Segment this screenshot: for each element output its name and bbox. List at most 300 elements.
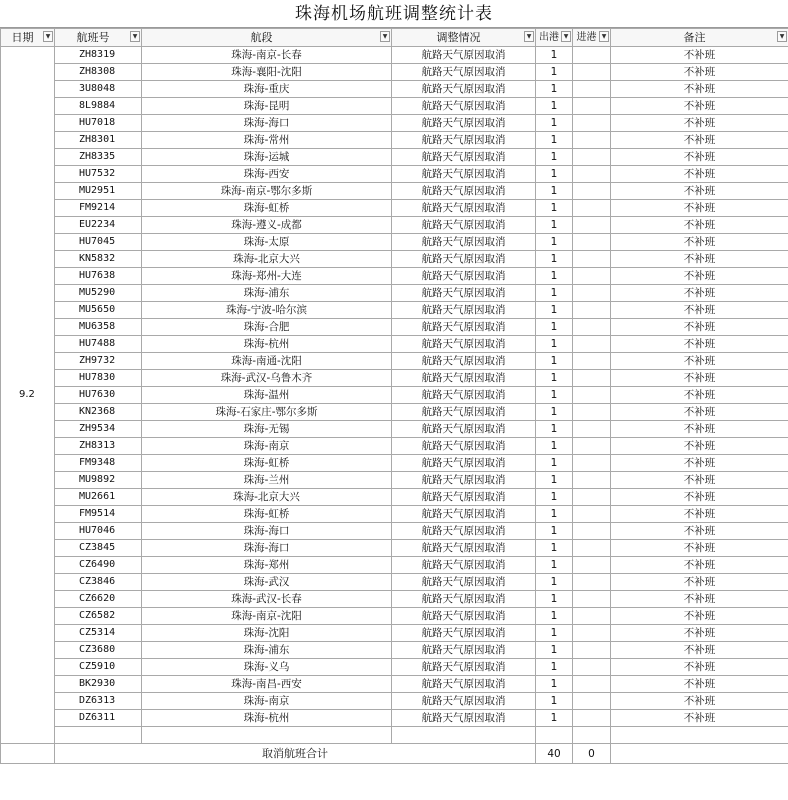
note-cell[interactable]: 不补班 — [611, 251, 788, 268]
status-cell[interactable]: 航路天气原因取消 — [392, 472, 536, 489]
inbound-count-cell[interactable] — [573, 285, 611, 302]
header-row — [1, 29, 788, 47]
inbound-count-cell[interactable] — [573, 659, 611, 676]
inbound-count-cell[interactable] — [573, 523, 611, 540]
outbound-count-cell[interactable]: 1 — [536, 166, 573, 183]
table-row — [1, 387, 788, 404]
outbound-count-cell[interactable]: 1 — [536, 268, 573, 285]
note-cell[interactable]: 不补班 — [611, 642, 788, 659]
status-cell[interactable]: 航路天气原因取消 — [392, 489, 536, 506]
route-cell[interactable]: 珠海-南京-长春 — [142, 47, 392, 64]
route-cell[interactable]: 珠海-遵义-成都 — [142, 217, 392, 234]
status-cell[interactable]: 航路天气原因取消 — [392, 268, 536, 285]
table-row — [1, 710, 788, 727]
route-cell[interactable]: 珠海-武汉-长春 — [142, 591, 392, 608]
route-cell[interactable]: 珠海-常州 — [142, 132, 392, 149]
inbound-count-cell[interactable] — [573, 200, 611, 217]
status-cell[interactable]: 航路天气原因取消 — [392, 574, 536, 591]
status-cell[interactable]: 航路天气原因取消 — [392, 285, 536, 302]
outbound-count-cell[interactable]: 1 — [536, 336, 573, 353]
filter-dropdown-icon[interactable]: ▼ — [43, 31, 53, 42]
note-cell[interactable]: 不补班 — [611, 217, 788, 234]
flight-number-cell[interactable]: MU9892 — [55, 472, 142, 489]
outbound-count-cell[interactable]: 1 — [536, 353, 573, 370]
inbound-count-cell[interactable] — [573, 676, 611, 693]
inbound-count-cell[interactable] — [573, 81, 611, 98]
empty-row — [1, 727, 788, 744]
status-cell[interactable]: 航路天气原因取消 — [392, 115, 536, 132]
outbound-count-cell[interactable]: 1 — [536, 98, 573, 115]
flight-number-cell[interactable]: ZH8335 — [55, 149, 142, 166]
note-cell[interactable]: 不补班 — [611, 268, 788, 285]
total-row — [1, 744, 788, 764]
total-label[interactable]: 取消航班合计 — [55, 744, 536, 764]
route-cell[interactable]: 珠海-武汉-乌鲁木齐 — [142, 370, 392, 387]
note-cell[interactable]: 不补班 — [611, 47, 788, 64]
route-cell[interactable]: 珠海-南京-鄂尔多斯 — [142, 183, 392, 200]
flight-number-cell[interactable]: 3U8048 — [55, 81, 142, 98]
flight-number-cell[interactable]: CZ6490 — [55, 557, 142, 574]
outbound-count-cell[interactable]: 1 — [536, 251, 573, 268]
route-cell[interactable]: 珠海-宁波-哈尔滨 — [142, 302, 392, 319]
table-row — [1, 676, 788, 693]
note-cell[interactable]: 不补班 — [611, 591, 788, 608]
total-outbound-cell[interactable]: 40 — [536, 744, 573, 764]
inbound-count-cell[interactable] — [573, 710, 611, 727]
route-cell[interactable]: 珠海-襄阳-沈阳 — [142, 64, 392, 81]
outbound-count-cell[interactable]: 1 — [536, 625, 573, 642]
note-cell[interactable]: 不补班 — [611, 200, 788, 217]
col-header-flight — [55, 29, 142, 47]
note-cell[interactable]: 不补班 — [611, 166, 788, 183]
status-cell[interactable]: 航路天气原因取消 — [392, 370, 536, 387]
route-cell[interactable]: 珠海-郑州-大连 — [142, 268, 392, 285]
outbound-count-cell[interactable]: 1 — [536, 149, 573, 166]
outbound-count-cell[interactable]: 1 — [536, 234, 573, 251]
inbound-count-cell[interactable] — [573, 642, 611, 659]
outbound-count-cell[interactable]: 1 — [536, 47, 573, 64]
flight-number-cell[interactable]: CZ6620 — [55, 591, 142, 608]
outbound-count-cell[interactable]: 1 — [536, 370, 573, 387]
status-cell[interactable]: 航路天气原因取消 — [392, 710, 536, 727]
route-cell[interactable]: 珠海-义乌 — [142, 659, 392, 676]
status-cell[interactable]: 航路天气原因取消 — [392, 200, 536, 217]
note-cell[interactable]: 不补班 — [611, 319, 788, 336]
inbound-count-cell[interactable] — [573, 336, 611, 353]
inbound-count-cell[interactable] — [573, 404, 611, 421]
note-cell[interactable]: 不补班 — [611, 302, 788, 319]
empty-cell[interactable] — [142, 727, 392, 744]
table-row — [1, 183, 788, 200]
flight-number-cell[interactable]: ZH8301 — [55, 132, 142, 149]
outbound-count-cell[interactable]: 1 — [536, 608, 573, 625]
status-cell[interactable]: 航路天气原因取消 — [392, 591, 536, 608]
flight-number-cell[interactable]: EU2234 — [55, 217, 142, 234]
note-cell[interactable]: 不补班 — [611, 608, 788, 625]
note-cell[interactable]: 不补班 — [611, 336, 788, 353]
route-cell[interactable]: 珠海-南通-沈阳 — [142, 353, 392, 370]
route-cell[interactable]: 珠海-浦东 — [142, 642, 392, 659]
inbound-count-cell[interactable] — [573, 489, 611, 506]
outbound-count-cell[interactable]: 1 — [536, 438, 573, 455]
outbound-count-cell[interactable]: 1 — [536, 200, 573, 217]
outbound-count-cell[interactable]: 1 — [536, 693, 573, 710]
status-cell[interactable]: 航路天气原因取消 — [392, 81, 536, 98]
route-cell[interactable]: 珠海-虹桥 — [142, 506, 392, 523]
route-cell[interactable]: 珠海-南京 — [142, 693, 392, 710]
status-cell[interactable]: 航路天气原因取消 — [392, 404, 536, 421]
outbound-count-cell[interactable]: 1 — [536, 404, 573, 421]
flight-table — [0, 28, 788, 764]
col-header-label: 调整情况 — [436, 30, 481, 44]
outbound-count-cell[interactable]: 1 — [536, 574, 573, 591]
inbound-count-cell[interactable] — [573, 387, 611, 404]
route-cell[interactable]: 珠海-杭州 — [142, 710, 392, 727]
note-cell[interactable]: 不补班 — [611, 710, 788, 727]
note-cell[interactable]: 不补班 — [611, 676, 788, 693]
table-row — [1, 472, 788, 489]
col-header-label: 备注 — [683, 30, 706, 44]
status-cell[interactable]: 航路天气原因取消 — [392, 132, 536, 149]
filter-dropdown-icon[interactable]: ▼ — [524, 31, 534, 42]
outbound-count-cell[interactable]: 1 — [536, 387, 573, 404]
table-row — [1, 47, 788, 64]
route-cell[interactable]: 珠海-昆明 — [142, 98, 392, 115]
status-cell[interactable]: 航路天气原因取消 — [392, 47, 536, 64]
filter-dropdown-icon[interactable]: ▼ — [380, 31, 390, 42]
route-cell[interactable]: 珠海-合肥 — [142, 319, 392, 336]
status-cell[interactable]: 航路天气原因取消 — [392, 676, 536, 693]
route-cell[interactable]: 珠海-海口 — [142, 523, 392, 540]
outbound-count-cell[interactable]: 1 — [536, 302, 573, 319]
flight-number-cell[interactable]: DZ6311 — [55, 710, 142, 727]
table-row — [1, 489, 788, 506]
outbound-count-cell[interactable]: 1 — [536, 115, 573, 132]
table-body — [1, 47, 788, 764]
note-cell[interactable]: 不补班 — [611, 353, 788, 370]
inbound-count-cell[interactable] — [573, 251, 611, 268]
flight-number-cell[interactable]: MU5650 — [55, 302, 142, 319]
flight-number-cell[interactable]: ZH8313 — [55, 438, 142, 455]
outbound-count-cell[interactable]: 1 — [536, 676, 573, 693]
empty-cell[interactable] — [536, 727, 573, 744]
filter-dropdown-icon[interactable]: ▼ — [130, 31, 140, 42]
note-cell[interactable]: 不补班 — [611, 132, 788, 149]
status-cell[interactable]: 航路天气原因取消 — [392, 506, 536, 523]
note-cell[interactable]: 不补班 — [611, 506, 788, 523]
route-cell[interactable]: 珠海-北京大兴 — [142, 489, 392, 506]
inbound-count-cell[interactable] — [573, 506, 611, 523]
route-cell[interactable]: 珠海-无锡 — [142, 421, 392, 438]
status-cell[interactable]: 航路天气原因取消 — [392, 183, 536, 200]
route-cell[interactable]: 珠海-北京大兴 — [142, 251, 392, 268]
inbound-count-cell[interactable] — [573, 319, 611, 336]
table-row — [1, 659, 788, 676]
outbound-count-cell[interactable]: 1 — [536, 64, 573, 81]
route-cell[interactable]: 珠海-沈阳 — [142, 625, 392, 642]
outbound-count-cell[interactable]: 1 — [536, 421, 573, 438]
flight-number-cell[interactable]: HU7532 — [55, 166, 142, 183]
note-cell[interactable]: 不补班 — [611, 455, 788, 472]
table-row — [1, 302, 788, 319]
table-row — [1, 81, 788, 98]
note-cell[interactable]: 不补班 — [611, 523, 788, 540]
route-cell[interactable]: 珠海-南京-沈阳 — [142, 608, 392, 625]
table-row — [1, 625, 788, 642]
table-row — [1, 693, 788, 710]
status-cell[interactable]: 航路天气原因取消 — [392, 557, 536, 574]
flight-number-cell[interactable]: ZH8319 — [55, 47, 142, 64]
status-cell[interactable]: 航路天气原因取消 — [392, 693, 536, 710]
table-row — [1, 642, 788, 659]
flight-number-cell[interactable]: CZ6582 — [55, 608, 142, 625]
sheet-title: 珠海机场航班调整统计表 — [0, 0, 788, 28]
flight-number-cell[interactable]: CZ3845 — [55, 540, 142, 557]
inbound-count-cell[interactable] — [573, 98, 611, 115]
inbound-count-cell[interactable] — [573, 115, 611, 132]
status-cell[interactable]: 航路天气原因取消 — [392, 302, 536, 319]
outbound-count-cell[interactable]: 1 — [536, 132, 573, 149]
status-cell[interactable]: 航路天气原因取消 — [392, 540, 536, 557]
filter-dropdown-icon[interactable]: ▼ — [777, 31, 787, 42]
flight-number-cell[interactable]: FM9348 — [55, 455, 142, 472]
inbound-count-cell[interactable] — [573, 557, 611, 574]
route-cell[interactable]: 珠海-运城 — [142, 149, 392, 166]
status-cell[interactable]: 航路天气原因取消 — [392, 421, 536, 438]
route-cell[interactable]: 珠海-虹桥 — [142, 200, 392, 217]
empty-cell[interactable] — [55, 727, 142, 744]
flight-number-cell[interactable]: CZ3846 — [55, 574, 142, 591]
inbound-count-cell[interactable] — [573, 234, 611, 251]
status-cell[interactable]: 航路天气原因取消 — [392, 98, 536, 115]
status-cell[interactable]: 航路天气原因取消 — [392, 149, 536, 166]
outbound-count-cell[interactable]: 1 — [536, 285, 573, 302]
flight-number-cell[interactable]: DZ6313 — [55, 693, 142, 710]
route-cell[interactable]: 珠海-虹桥 — [142, 455, 392, 472]
outbound-count-cell[interactable]: 1 — [536, 659, 573, 676]
outbound-count-cell[interactable]: 1 — [536, 506, 573, 523]
table-row — [1, 574, 788, 591]
status-cell[interactable]: 航路天气原因取消 — [392, 64, 536, 81]
status-cell[interactable]: 航路天气原因取消 — [392, 659, 536, 676]
status-cell[interactable]: 航路天气原因取消 — [392, 217, 536, 234]
flight-number-cell[interactable]: HU7638 — [55, 268, 142, 285]
table-row — [1, 319, 788, 336]
flight-number-cell[interactable]: FM9514 — [55, 506, 142, 523]
flight-number-cell[interactable]: HU7488 — [55, 336, 142, 353]
route-cell[interactable]: 珠海-海口 — [142, 540, 392, 557]
date-cell[interactable]: 9.2 — [1, 47, 55, 744]
col-header-label: 进港 — [576, 32, 597, 43]
outbound-count-cell[interactable]: 1 — [536, 319, 573, 336]
status-cell[interactable]: 航路天气原因取消 — [392, 319, 536, 336]
table-row — [1, 149, 788, 166]
note-cell[interactable]: 不补班 — [611, 489, 788, 506]
col-header-date — [1, 29, 55, 47]
inbound-count-cell[interactable] — [573, 455, 611, 472]
inbound-count-cell[interactable] — [573, 370, 611, 387]
inbound-count-cell[interactable] — [573, 540, 611, 557]
route-cell[interactable]: 珠海-西安 — [142, 166, 392, 183]
inbound-count-cell[interactable] — [573, 591, 611, 608]
note-cell[interactable]: 不补班 — [611, 557, 788, 574]
note-cell[interactable]: 不补班 — [611, 234, 788, 251]
filter-dropdown-icon[interactable]: ▼ — [599, 31, 609, 42]
inbound-count-cell[interactable] — [573, 217, 611, 234]
flight-number-cell[interactable]: MU2661 — [55, 489, 142, 506]
flight-number-cell[interactable]: CZ5314 — [55, 625, 142, 642]
outbound-count-cell[interactable]: 1 — [536, 540, 573, 557]
flight-number-cell[interactable]: 8L9884 — [55, 98, 142, 115]
outbound-count-cell[interactable]: 1 — [536, 81, 573, 98]
col-header-status — [392, 29, 536, 47]
flight-number-cell[interactable]: KN2368 — [55, 404, 142, 421]
status-cell[interactable]: 航路天气原因取消 — [392, 625, 536, 642]
note-cell[interactable]: 不补班 — [611, 149, 788, 166]
route-cell[interactable]: 珠海-郑州 — [142, 557, 392, 574]
route-cell[interactable]: 珠海-海口 — [142, 115, 392, 132]
flight-number-cell[interactable]: MU5290 — [55, 285, 142, 302]
outbound-count-cell[interactable]: 1 — [536, 642, 573, 659]
note-cell[interactable]: 不补班 — [611, 540, 788, 557]
status-cell[interactable]: 航路天气原因取消 — [392, 387, 536, 404]
status-cell[interactable]: 航路天气原因取消 — [392, 251, 536, 268]
inbound-count-cell[interactable] — [573, 166, 611, 183]
route-cell[interactable]: 珠海-太原 — [142, 234, 392, 251]
status-cell[interactable]: 航路天气原因取消 — [392, 608, 536, 625]
flight-number-cell[interactable]: FM9214 — [55, 200, 142, 217]
outbound-count-cell[interactable]: 1 — [536, 472, 573, 489]
flight-number-cell[interactable]: CZ3680 — [55, 642, 142, 659]
note-cell[interactable]: 不补班 — [611, 64, 788, 81]
inbound-count-cell[interactable] — [573, 268, 611, 285]
inbound-count-cell[interactable] — [573, 574, 611, 591]
note-cell[interactable]: 不补班 — [611, 693, 788, 710]
note-cell[interactable]: 不补班 — [611, 659, 788, 676]
inbound-count-cell[interactable] — [573, 693, 611, 710]
flight-number-cell[interactable]: HU7018 — [55, 115, 142, 132]
route-cell[interactable]: 珠海-南昌-西安 — [142, 676, 392, 693]
outbound-count-cell[interactable]: 1 — [536, 217, 573, 234]
inbound-count-cell[interactable] — [573, 472, 611, 489]
note-cell[interactable]: 不补班 — [611, 574, 788, 591]
status-cell[interactable]: 航路天气原因取消 — [392, 336, 536, 353]
route-cell[interactable]: 珠海-杭州 — [142, 336, 392, 353]
note-cell[interactable]: 不补班 — [611, 404, 788, 421]
table-row — [1, 64, 788, 81]
flight-number-cell[interactable]: HU7830 — [55, 370, 142, 387]
empty-cell[interactable] — [1, 744, 55, 764]
empty-cell[interactable] — [573, 727, 611, 744]
route-cell[interactable]: 珠海-石家庄-鄂尔多斯 — [142, 404, 392, 421]
col-header-route — [142, 29, 392, 47]
filter-dropdown-icon[interactable]: ▼ — [561, 31, 571, 42]
flight-number-cell[interactable]: ZH9534 — [55, 421, 142, 438]
status-cell[interactable]: 航路天气原因取消 — [392, 234, 536, 251]
status-cell[interactable]: 航路天气原因取消 — [392, 353, 536, 370]
inbound-count-cell[interactable] — [573, 183, 611, 200]
flight-number-cell[interactable]: HU7046 — [55, 523, 142, 540]
status-cell[interactable]: 航路天气原因取消 — [392, 438, 536, 455]
inbound-count-cell[interactable] — [573, 132, 611, 149]
flight-number-cell[interactable]: KN5832 — [55, 251, 142, 268]
flight-number-cell[interactable]: CZ5910 — [55, 659, 142, 676]
empty-cell[interactable] — [611, 727, 788, 744]
table-row — [1, 438, 788, 455]
outbound-count-cell[interactable]: 1 — [536, 455, 573, 472]
inbound-count-cell[interactable] — [573, 47, 611, 64]
inbound-count-cell[interactable] — [573, 149, 611, 166]
flight-number-cell[interactable]: HU7630 — [55, 387, 142, 404]
outbound-count-cell[interactable]: 1 — [536, 710, 573, 727]
col-header-out — [536, 29, 573, 47]
status-cell[interactable]: 航路天气原因取消 — [392, 166, 536, 183]
route-cell[interactable]: 珠海-温州 — [142, 387, 392, 404]
table-row — [1, 455, 788, 472]
outbound-count-cell[interactable]: 1 — [536, 557, 573, 574]
outbound-count-cell[interactable]: 1 — [536, 489, 573, 506]
note-cell[interactable]: 不补班 — [611, 183, 788, 200]
empty-cell[interactable] — [611, 744, 788, 764]
note-cell[interactable]: 不补班 — [611, 387, 788, 404]
outbound-count-cell[interactable]: 1 — [536, 591, 573, 608]
table-row — [1, 115, 788, 132]
note-cell[interactable]: 不补班 — [611, 81, 788, 98]
inbound-count-cell[interactable] — [573, 64, 611, 81]
flight-number-cell[interactable]: ZH9732 — [55, 353, 142, 370]
flight-number-cell[interactable]: HU7045 — [55, 234, 142, 251]
table-row — [1, 421, 788, 438]
note-cell[interactable]: 不补班 — [611, 438, 788, 455]
table-row — [1, 404, 788, 421]
inbound-count-cell[interactable] — [573, 625, 611, 642]
route-cell[interactable]: 珠海-重庆 — [142, 81, 392, 98]
status-cell[interactable]: 航路天气原因取消 — [392, 642, 536, 659]
table-row — [1, 98, 788, 115]
flight-number-cell[interactable]: MU6358 — [55, 319, 142, 336]
col-header-label: 航段 — [250, 30, 273, 44]
inbound-count-cell[interactable] — [573, 608, 611, 625]
flight-number-cell[interactable]: ZH8308 — [55, 64, 142, 81]
outbound-count-cell[interactable]: 1 — [536, 523, 573, 540]
inbound-count-cell[interactable] — [573, 353, 611, 370]
inbound-count-cell[interactable] — [573, 302, 611, 319]
inbound-count-cell[interactable] — [573, 421, 611, 438]
note-cell[interactable]: 不补班 — [611, 98, 788, 115]
table-row — [1, 370, 788, 387]
flight-number-cell[interactable]: BK2930 — [55, 676, 142, 693]
col-header-label: 出港 — [539, 32, 559, 43]
empty-cell[interactable] — [392, 727, 536, 744]
note-cell[interactable]: 不补班 — [611, 472, 788, 489]
note-cell[interactable]: 不补班 — [611, 115, 788, 132]
note-cell[interactable]: 不补班 — [611, 370, 788, 387]
route-cell[interactable]: 珠海-南京 — [142, 438, 392, 455]
inbound-count-cell[interactable] — [573, 438, 611, 455]
col-header-label: 航班号 — [76, 30, 110, 44]
route-cell[interactable]: 珠海-武汉 — [142, 574, 392, 591]
route-cell[interactable]: 珠海-兰州 — [142, 472, 392, 489]
route-cell[interactable]: 珠海-浦东 — [142, 285, 392, 302]
status-cell[interactable]: 航路天气原因取消 — [392, 455, 536, 472]
total-inbound-cell[interactable]: 0 — [573, 744, 611, 764]
outbound-count-cell[interactable]: 1 — [536, 183, 573, 200]
note-cell[interactable]: 不补班 — [611, 285, 788, 302]
status-cell[interactable]: 航路天气原因取消 — [392, 523, 536, 540]
flight-number-cell[interactable]: MU2951 — [55, 183, 142, 200]
note-cell[interactable]: 不补班 — [611, 625, 788, 642]
note-cell[interactable]: 不补班 — [611, 421, 788, 438]
